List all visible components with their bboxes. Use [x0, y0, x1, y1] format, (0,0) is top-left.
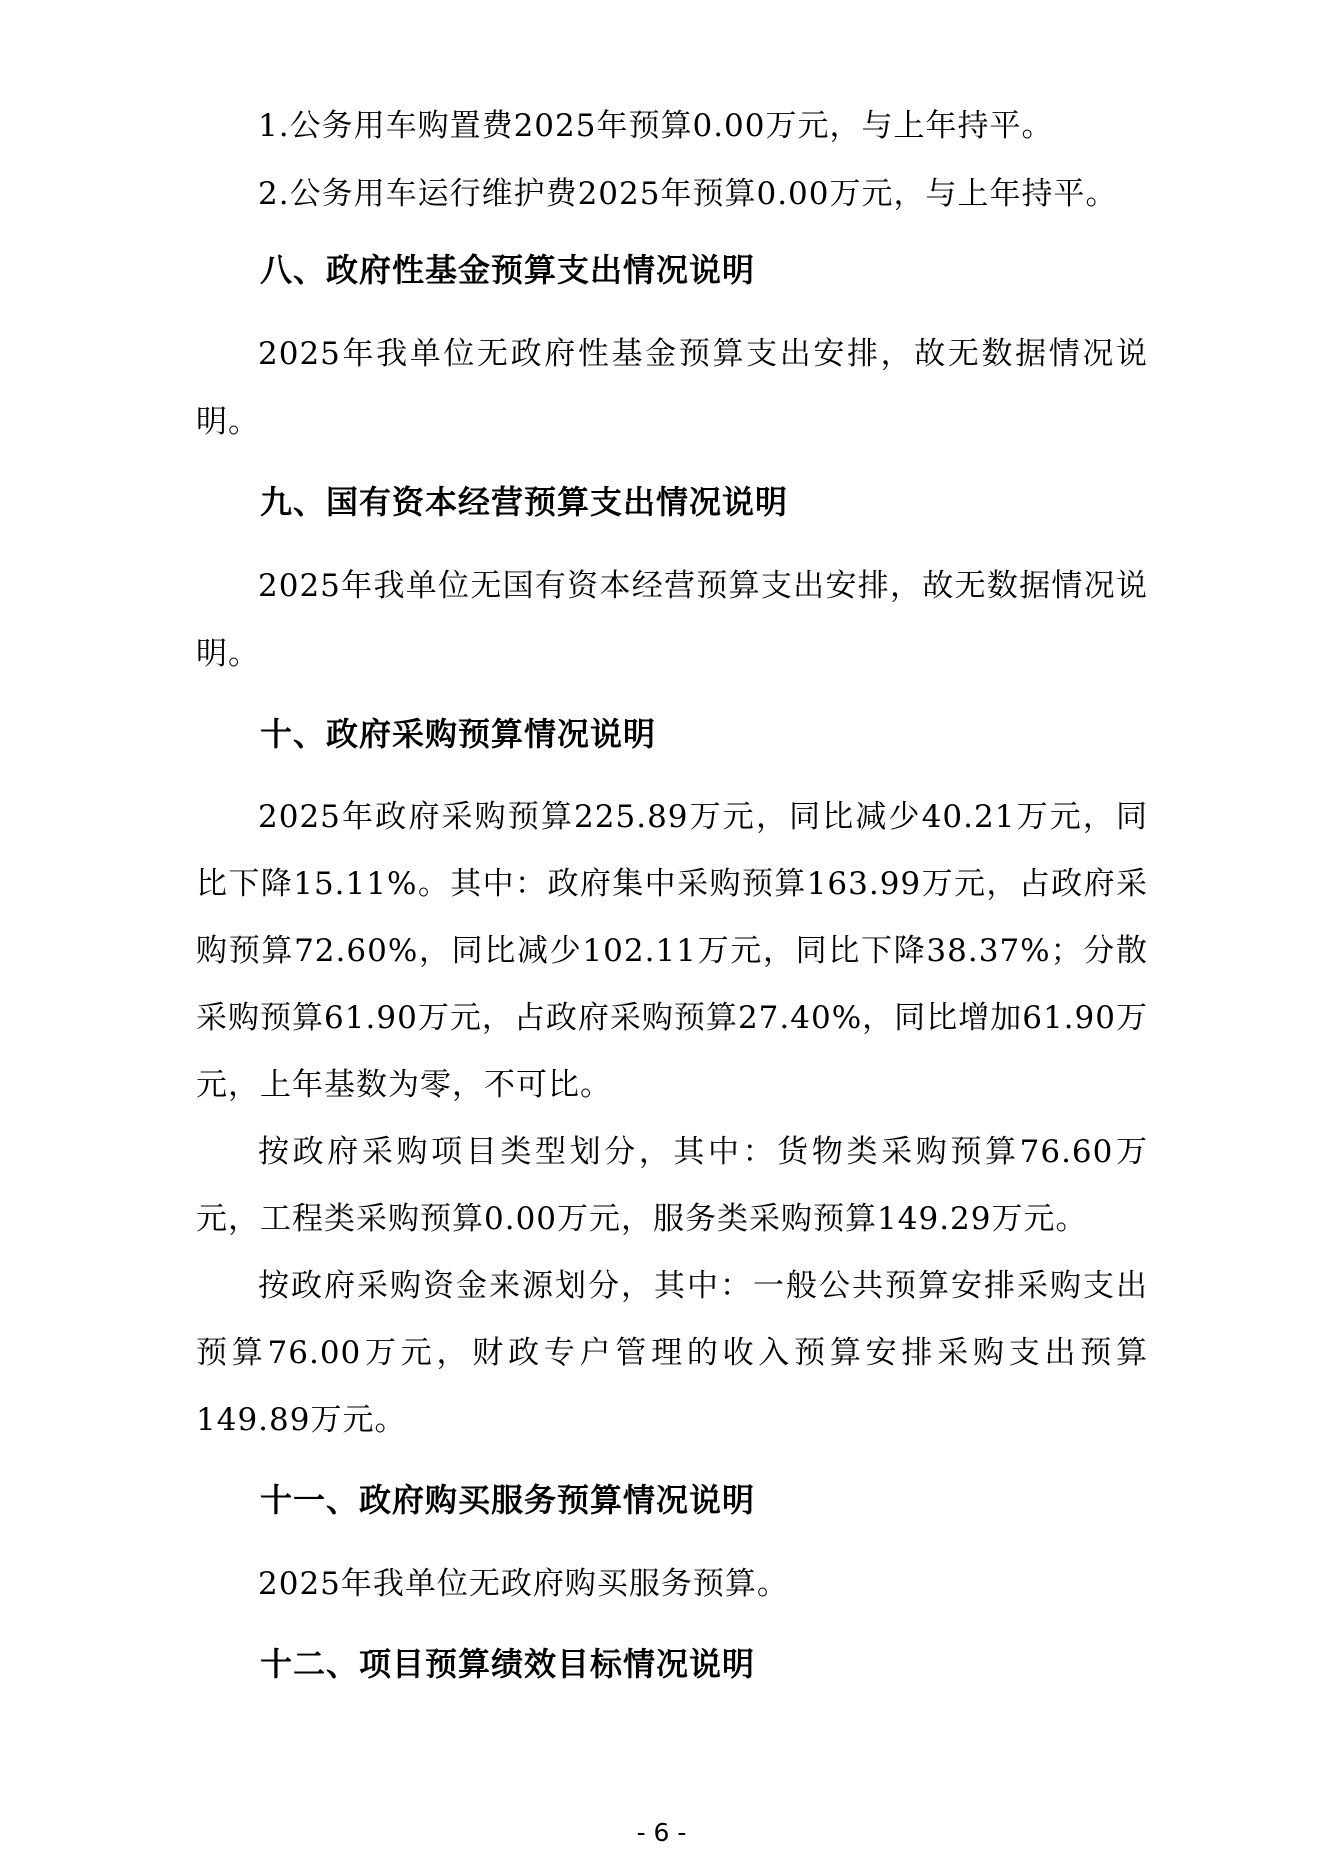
page-number: - 6 - [636, 1818, 687, 1847]
paragraph-section-10-by-source: 按政府采购资金来源划分，其中：一般公共预算安排采购支出预算76.00万元，财政专户管理的收入预算安排采购支出预算149.89万元。 [196, 1268, 1148, 1438]
paragraph-section-9: 2025年我单位无国有资本经营预算支出安排，故无数据情况说明。 [196, 568, 1148, 672]
heading-section-11: 十一、政府购买服务预算情况说明 [260, 1481, 756, 1519]
heading-section-9: 九、国有资本经营预算支出情况说明 [260, 483, 789, 521]
paragraph-section-8: 2025年我单位无政府性基金预算支出安排，故无数据情况说明。 [196, 336, 1148, 440]
document-body [196, 92, 1148, 1714]
heading-section-10: 十、政府采购预算情况说明 [260, 715, 657, 753]
paragraph-car-purchase: 1.公务用车购置费2025年预算0.00万元，与上年持平。 [258, 108, 1054, 144]
paragraph-car-maintenance: 2.公务用车运行维护费2025年预算0.00万元，与上年持平。 [258, 176, 1118, 212]
paragraph-section-10-summary: 2025年政府采购预算225.89万元，同比减少40.21万元，同比下降15.11%。其中：政府集中采购预算163.99万元，占政府采购预算72.60%，同比减少102.11万元，同比下降38.37%；分散采购预算61.90万元，占政府采购预算27.40%，同比增加61.90万元，上年基数为零，不可比。 [196, 799, 1148, 1103]
heading-section-8: 八、政府性基金预算支出情况说明 [260, 251, 756, 289]
paragraph-section-11: 2025年我单位无政府购买服务预算。 [258, 1566, 789, 1602]
paragraph-section-10-by-type: 按政府采购项目类型划分，其中：货物类采购预算76.60万元，工程类采购预算0.00万元，服务类采购预算149.29万元。 [196, 1134, 1148, 1237]
heading-section-12: 十二、项目预算绩效目标情况说明 [260, 1645, 756, 1683]
